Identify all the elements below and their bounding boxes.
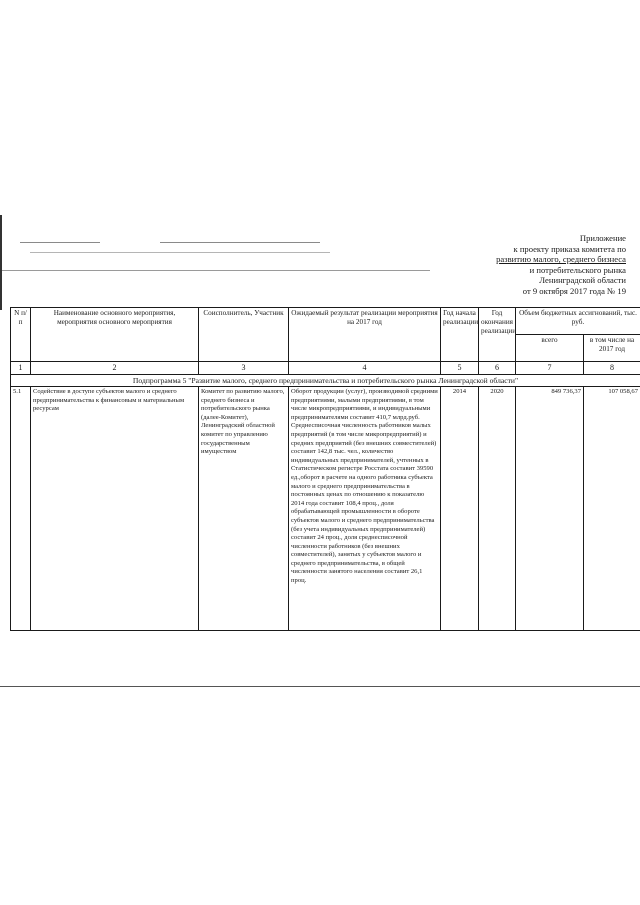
col-header-name: Наименование основного мероприятия, мероприятия основного мероприятия (31, 308, 199, 362)
col-number: 7 (516, 362, 584, 375)
row-num: 5.1 (11, 387, 31, 631)
col-number: 4 (289, 362, 441, 375)
col-header-result: Ожидаемый результат реализации мероприятия на 2017 год (289, 308, 441, 362)
col-header-year-start: Год начала реализации (441, 308, 479, 362)
scan-noise-line (20, 242, 100, 243)
row-year-end: 2020 (479, 387, 516, 631)
header-line: Ленинградской области (539, 275, 626, 286)
header-line: от 9 октября 2017 года № 19 (522, 285, 626, 296)
header-line: и потребительского рынка (529, 264, 626, 275)
table-row (11, 387, 640, 631)
scan-noise-line (160, 242, 320, 243)
subprogram-row (11, 375, 640, 387)
row-year-start: 2014 (441, 387, 479, 631)
col-number: 5 (441, 362, 479, 375)
scan-noise-line (0, 686, 640, 687)
col-header-year-end: Год окончания реализации (479, 308, 516, 362)
col-number: 8 (584, 362, 640, 375)
col-number: 3 (199, 362, 289, 375)
col-number: 2 (31, 362, 199, 375)
row-result: Оборот продукции (услуг), производимой средними предприятиями, малыми предприятиями, в том числе микропредприятиями, и индивидуальными предпринимателями составит 410,7 млрд.руб. Среднесписочная численность работников малых предприятий (в том числе микропредприятий) и средних предприятий (без внешних совместителей) составит 142,8 тыс. чел., количество индивидуальных предпринимателей, учтенных в Статистическом регистре Росстата составит 39590 ед.,оборот в расчете на одного работника субъекта малого и среднего предпринимательства в постоянных ценах по отношению к показателю 2014 года составит 108,4 проц., доля обрабатывающей промышленности в обороте субъектов малого и среднего предпринимательства (без учета индивидуальных предпринимателей) составит 24 проц., доля среднесписочной численности работников (без внешних совместителей), занятых у субъектов малого и среднего предпринимательства, в общей численности занятого населения составит 26,1 проц. (289, 387, 441, 631)
header-line: к проекту приказа комитета по (513, 243, 626, 254)
scan-noise-line (30, 252, 330, 253)
approval-header (426, 233, 626, 297)
header-line: развитию малого, среднего бизнеса (496, 254, 626, 265)
row-executor: Комитет по развитию малого, среднего бизнеса и потребительского рынка (далее-Комитет), Ленинградский областной комитет по управлению государственным имуществом (199, 387, 289, 631)
col-header-budget: Объем бюджетных ассигнований, тыс. руб. (516, 308, 640, 335)
col-header-num: N п/п (11, 308, 31, 362)
subprogram-title: Подпрограмма 5 "Развитие малого, среднего предпринимательства и потребительского рынка Ленинградской области" (11, 375, 640, 387)
header-line: Приложение (579, 233, 626, 243)
scan-left-edge (0, 215, 2, 310)
row-budget-total: 849 736,37 (516, 387, 584, 631)
row-budget-2017: 107 058,67 (584, 387, 640, 631)
table-header-row (11, 308, 640, 335)
row-name: Содействие в доступе субъектов малого и среднего предпринимательства к финансовым и материальным ресурсам (31, 387, 199, 631)
col-header-budget-2017: в том числе на 2017 год (584, 335, 640, 362)
col-number: 1 (11, 362, 31, 375)
col-number: 6 (479, 362, 516, 375)
program-table (10, 307, 640, 631)
scan-noise-line (0, 270, 430, 271)
column-numbers-row (11, 362, 640, 375)
col-header-executor: Соисполнитель, Участник (199, 308, 289, 362)
col-header-budget-total: всего (516, 335, 584, 362)
